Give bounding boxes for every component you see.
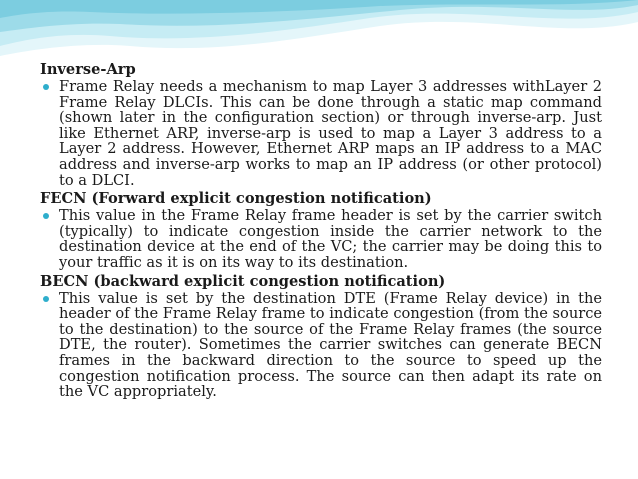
bullet-text: Frame Relay needs a mechanism to map Layer 3 addresses withLayer 2 Frame Relay DLCIs. This can be done through a static map command (shown later in the configuration section) or through inverse-arp. Just like Ethernet ARP, inverse-arp is used to map a Layer 3 address to a Layer 2 address. However, Ethernet ARP maps an IP address to a MAC address and inverse-arp works to map an IP address (or other protocol) to a DLCI. [59,78,602,189]
header-wave-decoration [0,0,638,60]
bullet-inverse-arp [40,79,602,188]
section-heading-fecn: FECN (Forward explicit congestion notification) [40,190,432,208]
section-heading-inverse-arp: Inverse-Arp [40,61,136,78]
bullet-becn [40,291,602,400]
bullet-text: This value is set by the destination DTE (Frame Relay device) in the header of the Frame Relay frame to indicate congestion (from the source to the destination) to the source of the Frame Relay frames (the source DTE, the router). Sometimes the carrier switches can generate BECN frames in the backward direction to the source to speed up the congestion notification process. The source can then adapt its rate on the VC appropriately. [59,289,602,401]
slide-body [40,61,602,402]
section-heading-becn: BECN (backward explicit congestion notification) [40,272,446,290]
bullet-dot-icon [43,213,49,219]
bullet-text: This value in the Frame Relay frame header is set by the carrier switch (typically) to indicate congestion inside the carrier network to the destination device at the end of the VC; the carrier may be doing this to your traffic as it is on its way to its destination. [59,207,602,271]
bullet-fecn [40,208,602,270]
bullet-dot-icon [43,84,49,90]
bullet-dot-icon [43,296,49,302]
